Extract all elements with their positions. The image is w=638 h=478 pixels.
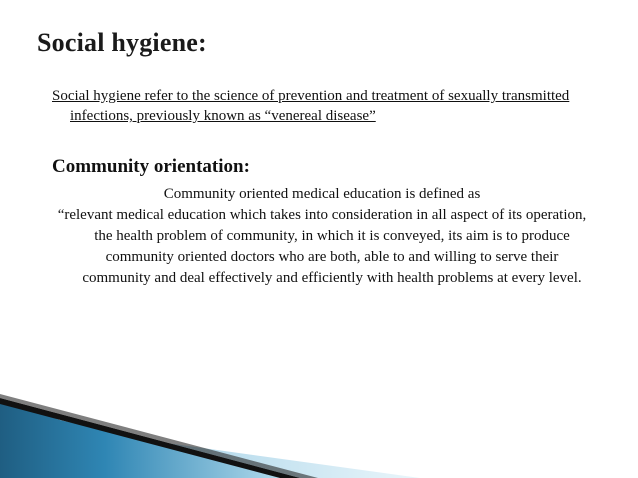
bottom-left-decoration (0, 380, 638, 478)
definition-quote: “relevant medical education which takes into consideration in all aspect of its operation, the health problem of community, in which it is conveyed, its aim is to produce community oriented doctors who are both, able to and willing to serve their community and deal effectively and efficiently with health problems at every level. (57, 207, 587, 286)
community-orientation-body (52, 184, 592, 289)
slide-title: Social hygiene: (37, 28, 207, 57)
social-hygiene-definition: Social hygiene refer to the science of prevention and treatment of sexually transmitted infections, previously known as “venereal disease” (52, 88, 570, 124)
intro-line: Community oriented medical education is defined as (163, 186, 481, 202)
community-orientation-heading: Community orientation: (52, 156, 250, 177)
